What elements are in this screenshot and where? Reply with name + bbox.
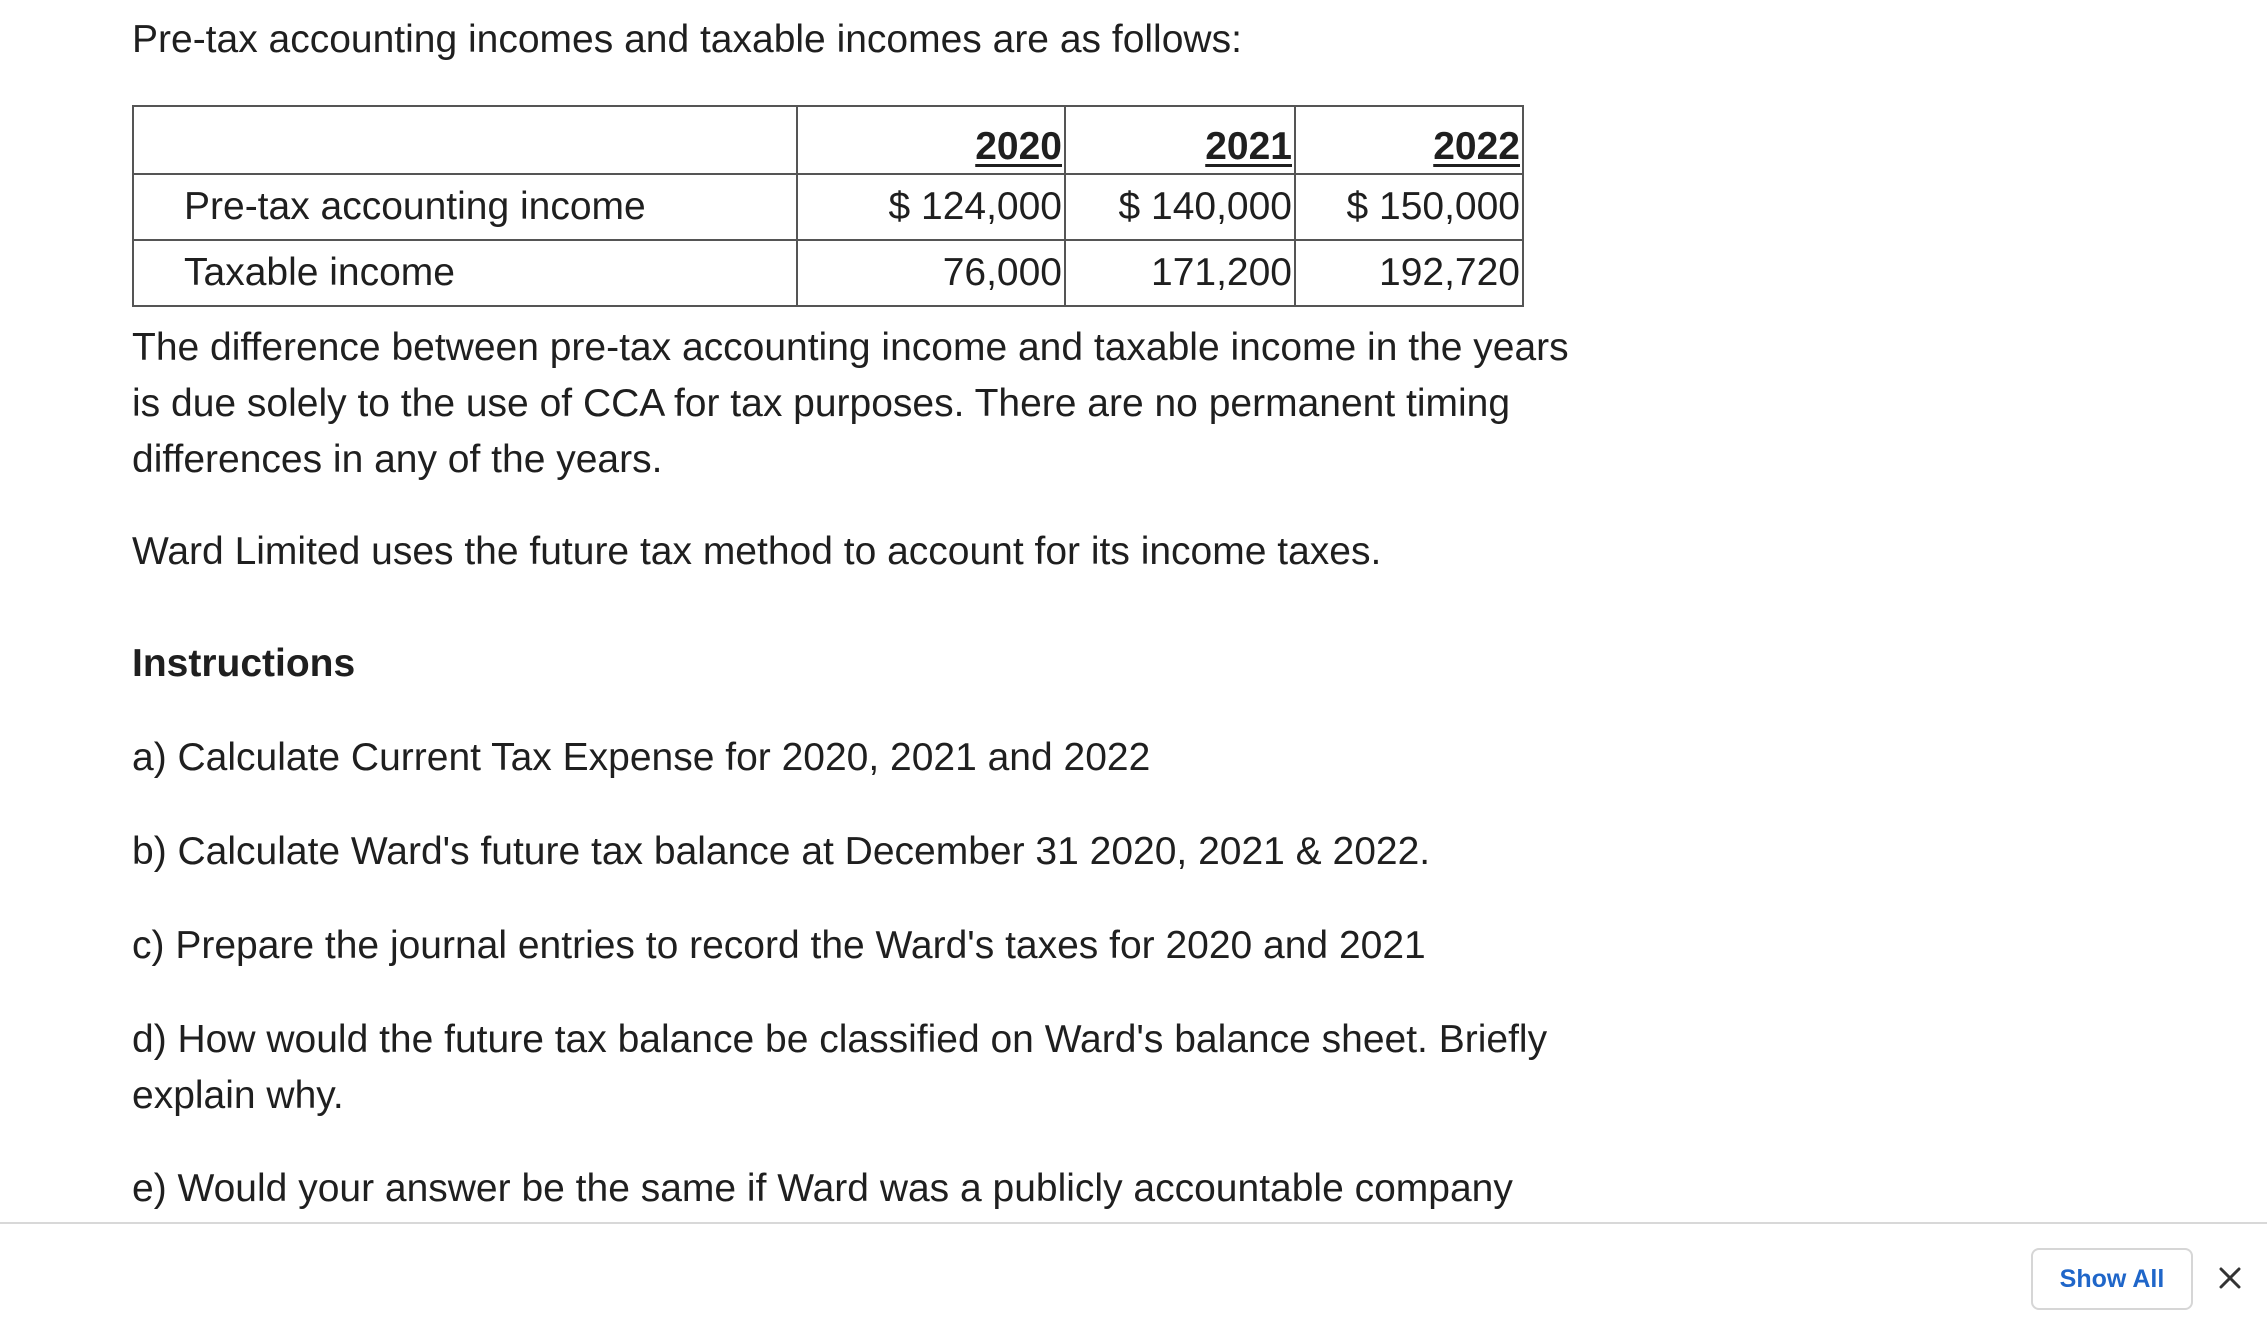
table-header-empty [133,106,797,174]
taxable-2022: 192,720 [1295,240,1523,306]
pretax-2021: $ 140,000 [1065,174,1295,240]
difference-paragraph: The difference between pre-tax accounting income and taxable income in the years is due solely to the use of CCA for tax purposes. There are no permanent timing differences in any of the years. [132,326,1569,481]
year-header-2020: 2020 [797,106,1065,174]
instruction-c: c) Prepare the journal entries to record the Ward's taxes for 2020 and 2021 [132,924,1426,967]
instructions-heading: Instructions [132,642,356,685]
instruction-a: a) Calculate Current Tax Expense for 2020, 2021 and 2022 [132,736,1151,779]
table-header-row [133,106,1523,174]
show-all-button[interactable]: Show All [2031,1248,2193,1310]
instruction-b: b) Calculate Ward's future tax balance at December 31 2020, 2021 & 2022. [132,830,1431,873]
instruction-e: e) Would your answer be the same if Ward was a publicly accountable company [132,1167,1513,1210]
year-header-2021: 2021 [1065,106,1295,174]
ward-paragraph: Ward Limited uses the future tax method to account for its income taxes. [132,530,1382,573]
taxable-2020: 76,000 [797,240,1065,306]
table-row [133,240,1523,306]
year-header-2022: 2022 [1295,106,1523,174]
bottom-bar [0,1222,2267,1338]
taxable-2021: 171,200 [1065,240,1295,306]
close-icon[interactable] [2212,1260,2248,1296]
pretax-2020: $ 124,000 [797,174,1065,240]
row-label-taxable: Taxable income [133,240,797,306]
instruction-d: d) How would the future tax balance be classified on Ward's balance sheet. Briefly explain why. [132,1018,1548,1117]
row-label-pretax: Pre-tax accounting income [133,174,797,240]
income-table [132,105,1524,307]
intro-text: Pre-tax accounting incomes and taxable incomes are as follows: [132,18,1242,61]
pretax-2022: $ 150,000 [1295,174,1523,240]
table-row [133,174,1523,240]
